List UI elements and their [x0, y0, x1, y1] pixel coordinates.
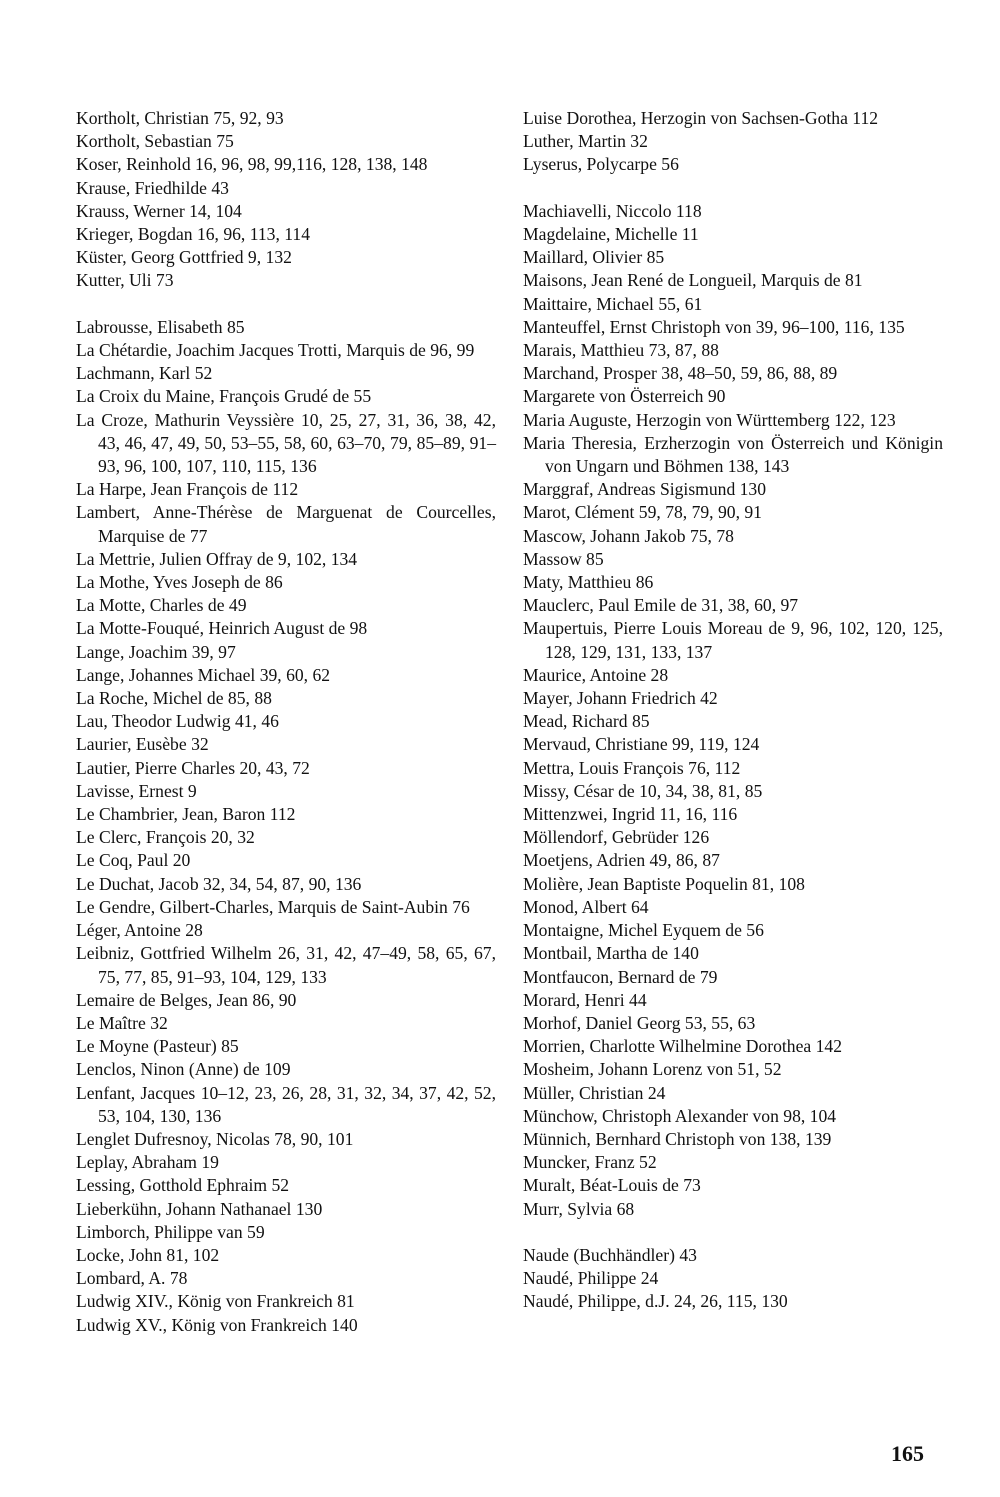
index-entry: Maria Theresia, Erzherzogin von Österreich und Königin von Ungarn und Böhmen 138, 143	[523, 432, 943, 477]
index-entry: Lautier, Pierre Charles 20, 43, 72	[76, 757, 310, 778]
index-entry: Molière, Jean Baptiste Poquelin 81, 108	[523, 873, 805, 894]
index-entry: Manteuffel, Ernst Christoph von 39, 96–100, 116, 135	[523, 316, 905, 337]
index-entry: Montfaucon, Bernard de 79	[523, 966, 718, 987]
index-entry: Maria Auguste, Herzogin von Württemberg 122, 123	[523, 409, 896, 430]
index-entry: Laurier, Eusèbe 32	[76, 734, 209, 755]
index-column-right	[523, 107, 943, 1314]
index-entry: Le Chambrier, Jean, Baron 112	[76, 804, 296, 825]
index-entry: Maillard, Olivier 85	[523, 247, 665, 268]
index-entry: Maisons, Jean René de Longueil, Marquis de 81	[523, 270, 863, 291]
index-entry: Le Duchat, Jacob 32, 34, 54, 87, 90, 136	[76, 873, 362, 894]
index-entry: Lavisse, Ernest 9	[76, 780, 197, 801]
index-entry: Leibniz, Gottfried Wilhelm 26, 31, 42, 47–49, 58, 65, 67, 75, 77, 85, 91–93, 104, 129, 133	[76, 943, 496, 987]
index-entry: Lenclos, Ninon (Anne) de 109	[76, 1059, 291, 1080]
index-entry: Maty, Matthieu 86	[523, 572, 654, 593]
index-entry: Möllendorf, Gebrüder 126	[523, 827, 710, 848]
index-entry: La Croze, Mathurin Veyssière 10, 25, 27, 31, 36, 38, 42, 43, 46, 47, 49, 50, 53–55, 58, 60, 63–70, 79, 85–89, 91–93, 96, 100, 107, 110, 115, 136	[76, 409, 496, 477]
index-entry: Koser, Reinhold 16, 96, 98, 99,116, 128, 138, 148	[76, 154, 428, 175]
index-entry: La Harpe, Jean François de 112	[76, 479, 299, 500]
index-entry: Marot, Clément 59, 78, 79, 90, 91	[523, 502, 762, 523]
index-entry: Lombard, A. 78	[76, 1268, 188, 1289]
index-entry: Lachmann, Karl 52	[76, 363, 213, 384]
index-entry: Le Maître 32	[76, 1012, 168, 1033]
index-entry: Le Coq, Paul 20	[76, 850, 191, 871]
index-entry: Münnich, Bernhard Christoph von 138, 139	[523, 1128, 832, 1149]
index-entry: Mayer, Johann Friedrich 42	[523, 688, 718, 709]
index-entry: Montbail, Martha de 140	[523, 943, 699, 964]
index-entry: Naudé, Philippe 24	[523, 1268, 659, 1289]
index-entry: Naude (Buchhändler) 43	[523, 1244, 697, 1265]
index-entry: Moetjens, Adrien 49, 86, 87	[523, 850, 720, 871]
index-entry: Lemaire de Belges, Jean 86, 90	[76, 989, 297, 1010]
index-entry: Krause, Friedhilde 43	[76, 177, 229, 198]
index-entry: Lieberkühn, Johann Nathanael 130	[76, 1198, 323, 1219]
index-entry: Labrousse, Elisabeth 85	[76, 316, 245, 337]
index-entry: Magdelaine, Michelle 11	[523, 224, 699, 244]
index-entry: Ludwig XV., König von Frankreich 140	[76, 1314, 358, 1335]
index-entry: Küster, Georg Gottfried 9, 132	[76, 247, 292, 268]
index-entry: Mittenzwei, Ingrid 11, 16, 116	[523, 804, 738, 825]
index-entry: Leplay, Abraham 19	[76, 1152, 219, 1173]
index-entry: Mettra, Louis François 76, 112	[523, 757, 741, 778]
index-entry: Le Clerc, François 20, 32	[76, 827, 255, 848]
index-entry: Limborch, Philippe van 59	[76, 1221, 265, 1242]
index-entry: Maupertuis, Pierre Louis Moreau de 9, 96, 102, 120, 125, 128, 129, 131, 133, 137	[523, 618, 943, 662]
index-entry: La Motte-Fouqué, Heinrich August de 98	[76, 618, 368, 639]
index-entry: Le Gendre, Gilbert-Charles, Marquis de Saint-Aubin 76	[76, 896, 470, 917]
index-entry: Kortholt, Sebastian 75	[76, 131, 234, 152]
index-entry: Lange, Johannes Michael 39, 60, 62	[76, 664, 331, 685]
index-entry: Naudé, Philippe, d.J. 24, 26, 115, 130	[523, 1291, 788, 1312]
index-entry: Mosheim, Johann Lorenz von 51, 52	[523, 1059, 782, 1080]
index-entry: Massow 85	[523, 548, 604, 569]
index-entry: Marais, Matthieu 73, 87, 88	[523, 340, 719, 361]
index-entry: Lessing, Gotthold Ephraim 52	[76, 1175, 290, 1196]
index-entry: Kutter, Uli 73	[76, 270, 174, 291]
index-entry: Mascow, Johann Jakob 75, 78	[523, 525, 734, 546]
index-entry: Muralt, Béat-Louis de 73	[523, 1175, 701, 1196]
index-entry: Lange, Joachim 39, 97	[76, 641, 236, 662]
index-entry: Münchow, Christoph Alexander von 98, 104	[523, 1105, 837, 1126]
index-entry: Luther, Martin 32	[523, 131, 648, 152]
index-entry: Luise Dorothea, Herzogin von Sachsen-Gotha 112	[523, 108, 879, 128]
index-entry: La Motte, Charles de 49	[76, 595, 247, 616]
index-entry: Mervaud, Christiane 99, 119, 124	[523, 734, 760, 755]
letter-section-gap	[523, 1221, 943, 1244]
index-entry: Léger, Antoine 28	[76, 920, 203, 941]
letter-section-gap	[76, 293, 496, 316]
index-entry: Krieger, Bogdan 16, 96, 113, 114	[76, 224, 311, 245]
index-entry: Maurice, Antoine 28	[523, 664, 669, 685]
index-entry: Lenfant, Jacques 10–12, 23, 26, 28, 31, 32, 34, 37, 42, 52, 53, 104, 130, 136	[76, 1082, 496, 1126]
index-entry: Le Moyne (Pasteur) 85	[76, 1036, 239, 1057]
index-entry: La Croix du Maine, François Grudé de 55	[76, 386, 372, 407]
index-entry: Marggraf, Andreas Sigismund 130	[523, 479, 767, 500]
index-entry: Muncker, Franz 52	[523, 1152, 657, 1173]
index-entry: Lambert, Anne-Thérèse de Marguenat de Courcelles, Marquise de 77	[76, 502, 496, 546]
index-entry: Margarete von Österreich 90	[523, 386, 726, 407]
index-entry: Kortholt, Christian 75, 92, 93	[76, 108, 284, 128]
index-entry: Machiavelli, Niccolo 118	[523, 200, 702, 221]
index-entry: La Mothe, Yves Joseph de 86	[76, 572, 283, 593]
index-entry: Mauclerc, Paul Emile de 31, 38, 60, 97	[523, 595, 799, 616]
index-entry: Monod, Albert 64	[523, 896, 649, 917]
index-entry: Ludwig XIV., König von Frankreich 81	[76, 1291, 355, 1312]
index-entry: Müller, Christian 24	[523, 1082, 666, 1103]
letter-section-gap	[523, 177, 943, 200]
index-entry: Missy, César de 10, 34, 38, 81, 85	[523, 780, 763, 801]
index-entry: La Mettrie, Julien Offray de 9, 102, 134	[76, 548, 358, 569]
index-entry: Krauss, Werner 14, 104	[76, 200, 242, 221]
index-entry: Marchand, Prosper 38, 48–50, 59, 86, 88, 89	[523, 363, 838, 384]
index-entry: Montaigne, Michel Eyquem de 56	[523, 920, 764, 941]
index-entry: Morrien, Charlotte Wilhelmine Dorothea 142	[523, 1036, 842, 1057]
index-entry: Morhof, Daniel Georg 53, 55, 63	[523, 1012, 756, 1033]
index-entry: Murr, Sylvia 68	[523, 1198, 635, 1219]
index-entry: Lenglet Dufresnoy, Nicolas 78, 90, 101	[76, 1128, 354, 1149]
index-entry: Morard, Henri 44	[523, 989, 647, 1010]
index-entry: Maittaire, Michael 55, 61	[523, 293, 703, 314]
index-entry: Locke, John 81, 102	[76, 1244, 220, 1265]
page-number: 165	[891, 1441, 924, 1466]
index-entry: La Chétardie, Joachim Jacques Trotti, Marquis de 96, 99	[76, 340, 475, 361]
index-column-left	[76, 107, 496, 1337]
index-entry: Lau, Theodor Ludwig 41, 46	[76, 711, 279, 732]
index-entry: Mead, Richard 85	[523, 711, 650, 732]
index-entry: Lyserus, Polycarpe 56	[523, 154, 679, 175]
index-entry: La Roche, Michel de 85, 88	[76, 688, 272, 709]
